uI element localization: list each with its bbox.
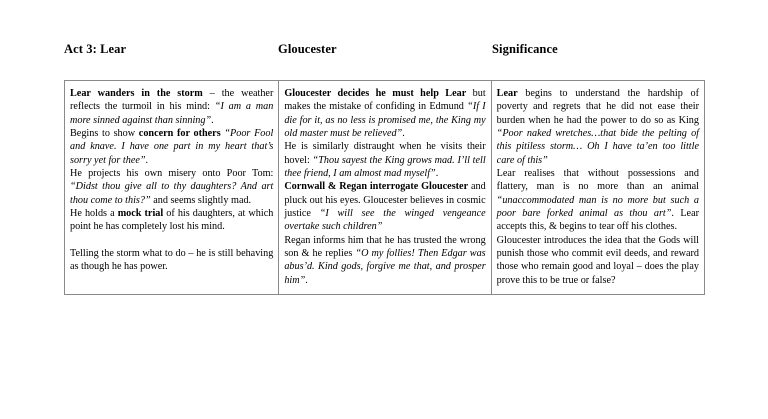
quotation-italic: “I will see the winged vengeance overtake such children” xyxy=(284,208,486,233)
note-paragraph xyxy=(497,234,699,287)
body-text: – the weather reflects the turmoil in his mind: xyxy=(70,88,274,113)
quotation-italic: “If I die for it, as no less is promised me, the King my old master must be relieved” xyxy=(284,101,486,140)
quotation-italic: “Thou sayest the King grows mad. I’ll tell thee friend, I am almost mad myself” xyxy=(284,154,486,180)
body-text: and pluck out his eyes. Gloucester believes in cosmic justice xyxy=(284,181,486,220)
column-headers xyxy=(64,42,705,57)
note-paragraph xyxy=(70,87,273,127)
note-paragraph xyxy=(70,167,273,207)
note-paragraph xyxy=(284,140,485,180)
quotation-italic: “O my follies! Then Edgar was abus’d. Kind gods, forgive me that, and prosper him” xyxy=(284,248,486,286)
table-cell-significance xyxy=(492,81,704,294)
emphasis-bold: Cornwall & Regan interrogate Gloucester xyxy=(284,181,469,193)
body-text: but makes the mistake of confiding in Edmund xyxy=(284,88,486,113)
body-text: . Lear accepts this, & begins to tear off his clothes. xyxy=(496,208,699,233)
body-text: He holds a xyxy=(70,208,118,220)
notes-table xyxy=(64,80,705,295)
quotation-italic: “unaccommodated man is no more but such a poor bare forked animal as thou art” xyxy=(496,194,699,220)
note-paragraph xyxy=(497,167,699,234)
body-text: Regan informs him that he has trusted the wrong son & he replies xyxy=(284,234,486,260)
note-paragraph xyxy=(70,127,273,167)
quotation-italic: “Poor naked wretches…that bide the pelting of this pitiless storm… Oh I have ta’en too little care of this” xyxy=(496,128,699,166)
note-paragraph xyxy=(284,180,485,233)
body-text: Begins to show xyxy=(70,128,139,140)
body-text: Gloucester introduces the idea that the Gods will punish those who commit evil deeds, and reward those who remain good and loyal – does the play prove this to be true or false? xyxy=(496,234,699,286)
paragraph-spacer xyxy=(70,234,273,247)
quotation-italic: “Didst thou give all to thy daughters? And art thou come to this?” xyxy=(70,181,274,206)
emphasis-bold: Gloucester decides he must help Lear xyxy=(284,88,467,99)
note-paragraph xyxy=(70,247,273,274)
body-text: Lear realises that without possessions and flattery, man is no more than an animal xyxy=(496,168,699,193)
quotation-italic: “Poor Fool and knave. I have one part in my heart that’s sorry yet for thee” xyxy=(70,128,274,166)
emphasis-bold: concern for others xyxy=(138,128,221,140)
body-text: . xyxy=(435,168,439,180)
note-paragraph xyxy=(284,87,485,140)
body-text: . xyxy=(305,274,308,286)
emphasis-bold: mock trial xyxy=(117,208,164,220)
column-header-gloucester: Gloucester xyxy=(278,42,337,56)
table-cell-act-3-lear xyxy=(65,81,278,294)
quotation-italic: “I am a man more sinned against than sinning” xyxy=(70,101,274,126)
body-text: He projects his own misery onto Poor Tom: xyxy=(70,168,274,180)
body-text: Telling the storm what to do – he is still behaving as though he has power. xyxy=(70,248,274,273)
body-text: . xyxy=(402,128,405,140)
body-text: . xyxy=(211,114,214,126)
body-text: He is similarly distraught when he visits their hovel: xyxy=(284,141,486,166)
body-text: and seems slightly mad. xyxy=(150,194,252,206)
body-text: begins to understand the hardship of poverty and regrets that he did not ease their burden when he had the power to do so as King xyxy=(496,88,699,126)
emphasis-bold: Lear wanders in the storm xyxy=(70,88,203,99)
note-paragraph xyxy=(497,87,699,167)
column-header-act-3-lear: Act 3: Lear xyxy=(64,42,127,56)
column-header-significance: Significance xyxy=(492,42,558,56)
body-text: of his daughters, at which point he has completely lost his mind. xyxy=(70,208,274,233)
table-cell-gloucester xyxy=(278,81,491,294)
body-text: . xyxy=(145,154,149,166)
note-paragraph xyxy=(70,207,273,234)
emphasis-bold: Lear xyxy=(496,88,518,99)
note-paragraph xyxy=(284,234,485,287)
